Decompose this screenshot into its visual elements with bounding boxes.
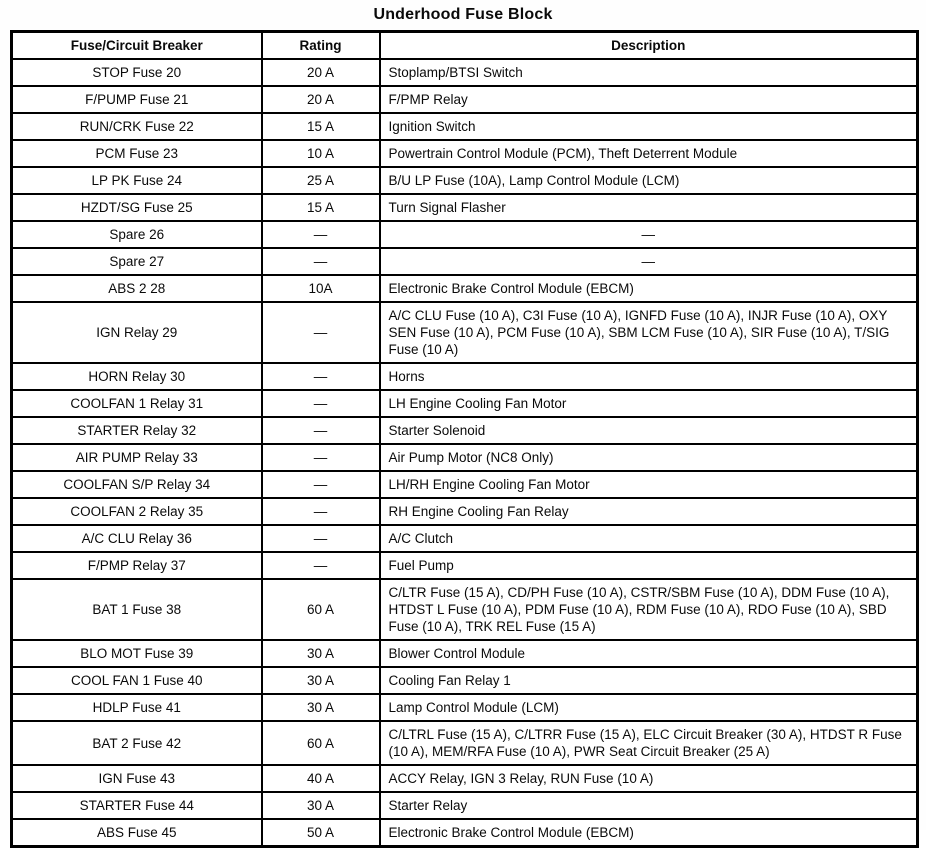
description-cell: Horns xyxy=(380,363,918,390)
fuse-cell: COOL FAN 1 Fuse 40 xyxy=(12,667,262,694)
rating-cell: 30 A xyxy=(262,694,380,721)
table-row xyxy=(12,667,918,694)
table-row xyxy=(12,444,918,471)
fuse-cell: ABS 2 28 xyxy=(12,275,262,302)
description-cell: C/LTR Fuse (15 A), CD/PH Fuse (10 A), CSTR/SBM Fuse (10 A), DDM Fuse (10 A), HTDST L Fuse (10 A), PDM Fuse (10 A), RDM Fuse (10 A), RDO Fuse (10 A), SBD Fuse (10 A), TRK REL Fuse (15 A) xyxy=(380,579,918,640)
rating-cell: — xyxy=(262,248,380,275)
fuse-cell: STARTER Relay 32 xyxy=(12,417,262,444)
fuse-cell: Spare 27 xyxy=(12,248,262,275)
rating-cell: 50 A xyxy=(262,819,380,847)
rating-cell: 30 A xyxy=(262,640,380,667)
rating-cell: — xyxy=(262,221,380,248)
table-row xyxy=(12,552,918,579)
description-cell: Air Pump Motor (NC8 Only) xyxy=(380,444,918,471)
table-row xyxy=(12,694,918,721)
rating-cell: 15 A xyxy=(262,113,380,140)
table-row xyxy=(12,390,918,417)
description-cell: — xyxy=(380,248,918,275)
header-description: Description xyxy=(380,32,918,60)
table-row xyxy=(12,417,918,444)
rating-cell: — xyxy=(262,552,380,579)
fuse-cell: RUN/CRK Fuse 22 xyxy=(12,113,262,140)
rating-cell: 30 A xyxy=(262,667,380,694)
description-cell: LH Engine Cooling Fan Motor xyxy=(380,390,918,417)
fuse-cell: HORN Relay 30 xyxy=(12,363,262,390)
fuse-cell: BAT 2 Fuse 42 xyxy=(12,721,262,765)
rating-cell: — xyxy=(262,417,380,444)
page-title: Underhood Fuse Block xyxy=(373,6,553,23)
description-cell: LH/RH Engine Cooling Fan Motor xyxy=(380,471,918,498)
description-cell: Electronic Brake Control Module (EBCM) xyxy=(380,275,918,302)
description-cell: — xyxy=(380,221,918,248)
table-row xyxy=(12,275,918,302)
fuse-cell: PCM Fuse 23 xyxy=(12,140,262,167)
rating-cell: — xyxy=(262,498,380,525)
table-row xyxy=(12,221,918,248)
description-cell: Fuel Pump xyxy=(380,552,918,579)
fuse-cell: BAT 1 Fuse 38 xyxy=(12,579,262,640)
rating-cell: — xyxy=(262,363,380,390)
rating-cell: 25 A xyxy=(262,167,380,194)
table-row xyxy=(12,471,918,498)
fuse-cell: F/PUMP Fuse 21 xyxy=(12,86,262,113)
description-cell: C/LTRL Fuse (15 A), C/LTRR Fuse (15 A), ELC Circuit Breaker (30 A), HTDST R Fuse (10 A), MEM/RFA Fuse (10 A), PWR Seat Circuit Breaker (25 A) xyxy=(380,721,918,765)
table-row xyxy=(12,248,918,275)
fuse-cell: HZDT/SG Fuse 25 xyxy=(12,194,262,221)
fuse-cell: STARTER Fuse 44 xyxy=(12,792,262,819)
fuse-cell: COOLFAN S/P Relay 34 xyxy=(12,471,262,498)
rating-cell: 15 A xyxy=(262,194,380,221)
description-cell: B/U LP Fuse (10A), Lamp Control Module (LCM) xyxy=(380,167,918,194)
fuse-cell: Spare 26 xyxy=(12,221,262,248)
rating-cell: 20 A xyxy=(262,59,380,86)
table-body xyxy=(12,59,918,847)
fuse-cell: IGN Relay 29 xyxy=(12,302,262,363)
table-row xyxy=(12,194,918,221)
table-row xyxy=(12,59,918,86)
fuse-cell: COOLFAN 2 Relay 35 xyxy=(12,498,262,525)
fuse-cell: HDLP Fuse 41 xyxy=(12,694,262,721)
description-cell: ACCY Relay, IGN 3 Relay, RUN Fuse (10 A) xyxy=(380,765,918,792)
description-cell: Cooling Fan Relay 1 xyxy=(380,667,918,694)
description-cell: A/C CLU Fuse (10 A), C3I Fuse (10 A), IGNFD Fuse (10 A), INJR Fuse (10 A), OXY SEN Fuse (10 A), PCM Fuse (10 A), SBM LCM Fuse (10 A), SIR Fuse (10 A), T/SIG Fuse (10 A) xyxy=(380,302,918,363)
description-cell: Powertrain Control Module (PCM), Theft Deterrent Module xyxy=(380,140,918,167)
fuse-cell: IGN Fuse 43 xyxy=(12,765,262,792)
rating-cell: 60 A xyxy=(262,721,380,765)
header-row xyxy=(12,32,918,60)
description-cell: Lamp Control Module (LCM) xyxy=(380,694,918,721)
description-cell: Stoplamp/BTSI Switch xyxy=(380,59,918,86)
rating-cell: 40 A xyxy=(262,765,380,792)
rating-cell: — xyxy=(262,525,380,552)
rating-cell: 10A xyxy=(262,275,380,302)
rating-cell: — xyxy=(262,390,380,417)
fuse-cell: A/C CLU Relay 36 xyxy=(12,525,262,552)
table-row xyxy=(12,765,918,792)
description-cell: Starter Relay xyxy=(380,792,918,819)
table-row xyxy=(12,86,918,113)
fuse-cell: ABS Fuse 45 xyxy=(12,819,262,847)
table-row xyxy=(12,579,918,640)
header-fuse-circuit-breaker: Fuse/Circuit Breaker xyxy=(12,32,262,60)
rating-cell: 30 A xyxy=(262,792,380,819)
description-cell: Starter Solenoid xyxy=(380,417,918,444)
table-row xyxy=(12,819,918,847)
description-cell: Ignition Switch xyxy=(380,113,918,140)
table-row xyxy=(12,640,918,667)
table-header xyxy=(12,32,918,60)
fuse-cell: LP PK Fuse 24 xyxy=(12,167,262,194)
rating-cell: 10 A xyxy=(262,140,380,167)
description-cell: RH Engine Cooling Fan Relay xyxy=(380,498,918,525)
table-row xyxy=(12,363,918,390)
table-row xyxy=(12,302,918,363)
rating-cell: — xyxy=(262,302,380,363)
table-row xyxy=(12,792,918,819)
rating-cell: 20 A xyxy=(262,86,380,113)
description-cell: F/PMP Relay xyxy=(380,86,918,113)
description-cell: Turn Signal Flasher xyxy=(380,194,918,221)
table-row xyxy=(12,140,918,167)
table-row xyxy=(12,113,918,140)
rating-cell: 60 A xyxy=(262,579,380,640)
table-row xyxy=(12,721,918,765)
description-cell: Electronic Brake Control Module (EBCM) xyxy=(380,819,918,847)
fuse-table xyxy=(10,30,919,848)
fuse-cell: COOLFAN 1 Relay 31 xyxy=(12,390,262,417)
table-row xyxy=(12,525,918,552)
description-cell: A/C Clutch xyxy=(380,525,918,552)
table-row xyxy=(12,167,918,194)
fuse-cell: BLO MOT Fuse 39 xyxy=(12,640,262,667)
rating-cell: — xyxy=(262,444,380,471)
fuse-cell: STOP Fuse 20 xyxy=(12,59,262,86)
rating-cell: — xyxy=(262,471,380,498)
table-row xyxy=(12,498,918,525)
header-rating: Rating xyxy=(262,32,380,60)
fuse-cell: AIR PUMP Relay 33 xyxy=(12,444,262,471)
fuse-cell: F/PMP Relay 37 xyxy=(12,552,262,579)
description-cell: Blower Control Module xyxy=(380,640,918,667)
